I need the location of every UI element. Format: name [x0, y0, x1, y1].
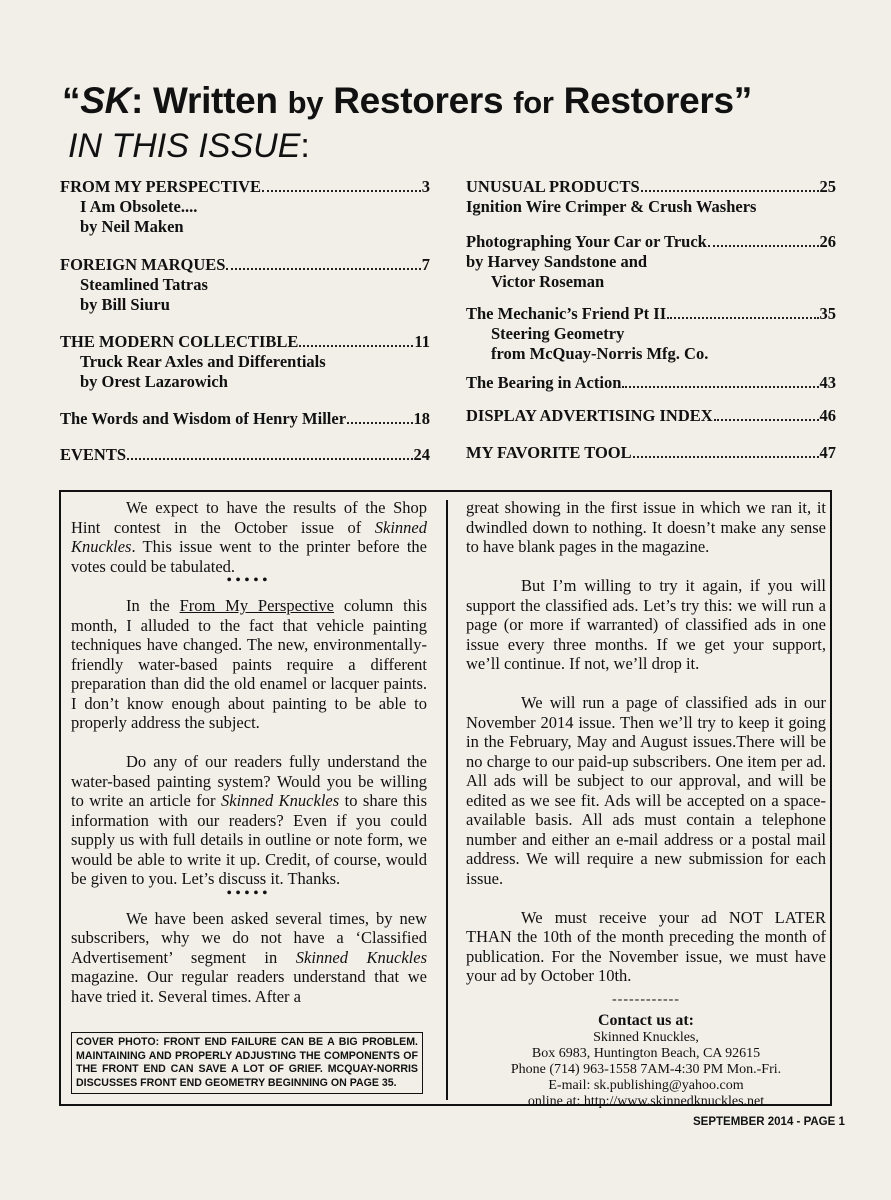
in-this-issue-heading [68, 127, 310, 166]
column-reference: From My Perspective [179, 596, 334, 615]
editorial-paragraph [71, 909, 427, 1007]
toc-page: 43 [819, 373, 836, 392]
toc-title: DISPLAY ADVERTISING INDEX [466, 406, 713, 425]
toc-page: 26 [819, 232, 836, 251]
toc-leader [127, 458, 412, 460]
toc-leader [641, 190, 819, 192]
dash-separator: ------------ [612, 992, 680, 1007]
toc-page: 25 [819, 177, 836, 196]
toc-subtitle: Ignition Wire Crimper & Crush Washers [466, 197, 757, 216]
paragraph-text: magazine. Our regular readers understand that we have tried it. Several times. After a [71, 967, 427, 1006]
bullet-separator: ••••• [226, 573, 272, 588]
editorial-paragraph [71, 596, 427, 733]
masthead-written: : Written [131, 80, 288, 121]
editorial-paragraph [71, 498, 427, 576]
toc-author: by Orest Lazarowich [80, 372, 228, 391]
paragraph-text: . This issue went to the printer before the votes could be tabulated. [71, 537, 427, 576]
toc-title: UNUSUAL PRODUCTS [466, 177, 640, 196]
paragraph-text: We expect to have the results of the Shop Hint contest in the October issue of [71, 498, 427, 537]
toc-title: The Bearing in Action [466, 373, 622, 392]
masthead-title [62, 80, 752, 122]
contact-heading: Contact us at: [598, 1012, 694, 1029]
toc-entry[interactable] [466, 232, 836, 292]
subhead-colon: : [300, 127, 310, 165]
toc-title: Photographing Your Car or Truck [466, 232, 707, 251]
paragraph-text: We have been asked several times, by new subscribers, why we do not have a ‘Classified Advertisement’ segment in [71, 908, 427, 967]
column-divider [446, 500, 448, 1100]
toc-entry[interactable] [466, 406, 836, 426]
toc-entry[interactable] [60, 255, 430, 315]
toc-entry[interactable] [60, 332, 430, 392]
toc-entry[interactable] [466, 304, 836, 364]
paragraph-text: Do any of our readers fully understand the water-based painting system? Would you be willing to write an article for [71, 752, 427, 810]
toc-title: THE MODERN COLLECTIBLE [60, 332, 299, 351]
contact-phone: Phone (714) 963-1558 7AM-4:30 PM Mon.-Fri. [510, 1062, 782, 1077]
toc-author: by Bill Siuru [80, 295, 170, 314]
toc-leader [262, 190, 421, 192]
toc-author: by Neil Maken [80, 217, 184, 236]
toc-title: EVENTS [60, 445, 127, 464]
toc-entry[interactable] [466, 373, 836, 393]
toc-leader [226, 268, 420, 270]
toc-leader [667, 317, 818, 319]
toc-title: FROM MY PERSPECTIVE [60, 177, 262, 196]
toc-page: 3 [421, 177, 430, 196]
editorial-paragraph: We will run a page of classified ads in our November 2014 issue. Then we’ll try to keep it going in the February, May and August issues.There will be no charge to our paid-up subscribers. One item per ad. All ads will be subject to our approval, and will be edited as we see fit. Ads will be accepted on a space-available basis. All ads must contain a telephone number and either an e-mail address or a postal mail address. We will require a new submission for each issue. [466, 693, 826, 888]
contact-block [466, 992, 826, 1110]
toc-page: 7 [421, 255, 430, 274]
toc-title: The Mechanic’s Friend Pt II [466, 304, 667, 323]
toc-title: The Words and Wisdom of Henry Miller [60, 409, 347, 428]
toc-leader [347, 422, 412, 424]
editorial-paragraph: But I’m willing to try it again, if you will support the classified ads. Let’s try this: we will run a page (or more if warranted) of classified ads in one issue every three months. If we get your support, we’ll continue. If not, we’ll drop it. [466, 576, 826, 673]
toc-subtitle: Steering Geometry [491, 324, 625, 343]
toc-title: FOREIGN MARQUES [60, 255, 226, 274]
masthead-restorers-end: Restorers” [553, 80, 752, 121]
toc-entry[interactable] [60, 409, 430, 429]
toc-entry[interactable] [60, 177, 430, 237]
editorial-right-column [466, 498, 826, 986]
masthead-quote: “ [62, 80, 81, 121]
contact-email[interactable]: E-mail: sk.publishing@yahoo.com [548, 1078, 744, 1093]
masthead-restorers: Restorers [323, 80, 514, 121]
contact-name: Skinned Knuckles, [593, 1030, 699, 1045]
paragraph-text: to share this information with our readers? Even if you could supply us with full details in outline or note form, we would be able to write it up. Credit, of course, would be given to you. Let’s discuss it. Thanks. [71, 791, 427, 888]
magazine-name: Skinned Knuckles [221, 791, 340, 810]
toc-entry[interactable] [466, 177, 836, 217]
contact-website[interactable]: online at: http://www.skinnedknuckles.net [527, 1094, 765, 1109]
toc-subtitle: I Am Obsolete.... [80, 197, 198, 216]
toc-leader [714, 419, 819, 421]
toc-entry[interactable] [466, 443, 836, 463]
masthead-by: by [287, 85, 324, 120]
masthead-for: for [513, 85, 554, 120]
masthead-sk: SK [80, 80, 132, 121]
editorial-paragraph: We must receive your ad NOT LATER THAN the 10th of the month preceding the month of publication. For the November issue, we must have your ad by October 10th. [466, 907, 826, 985]
paragraph-text: column this month, I alluded to the fact that vehicle painting techniques have changed. The new, environmentally-friendly water-based paints require a different preparation than did the old enamel or lacquer paints. I don’t know enough about painting to be able to properly address the subject. [71, 596, 427, 732]
toc-entry[interactable] [60, 445, 430, 465]
toc-page: 11 [414, 332, 430, 351]
toc-page: 35 [819, 304, 836, 323]
paragraph-text: In the [126, 596, 180, 615]
editorial-left-column [71, 498, 427, 1006]
toc-source: from McQuay-Norris Mfg. Co. [491, 344, 709, 363]
toc-author: by Harvey Sandstone and [466, 252, 648, 271]
toc-leader [299, 345, 413, 347]
toc-page: 18 [413, 409, 430, 428]
toc-page: 47 [819, 443, 836, 462]
toc-subtitle: Truck Rear Axles and Differentials [80, 352, 326, 371]
editorial-paragraph [71, 752, 427, 889]
toc-leader [633, 456, 819, 458]
magazine-name: Skinned Knuckles [71, 517, 427, 556]
editorial-paragraph: great showing in the first issue in which we ran it, it dwindled down to nothing. It doesn’t make any sense to have blank pages in the magazine. [466, 498, 826, 556]
cover-photo-caption: COVER PHOTO: FRONT END FAILURE CAN BE A BIG PROBLEM. MAINTAINING AND PROPERLY ADJUSTING THE COMPONENTS OF THE FRONT END CAN SAVE A LOT OF GRIEF. MCQUAY-NORRIS DISCUSSES FRONT END GEOMETRY BEGINNING ON PAGE 35. [71, 1032, 423, 1094]
contact-address: Box 6983, Huntington Beach, CA 92615 [531, 1046, 761, 1061]
toc-author-2: Victor Roseman [491, 272, 605, 291]
bullet-separator: ••••• [226, 885, 272, 901]
toc-leader [708, 245, 819, 247]
toc-leader [622, 386, 818, 388]
toc-subtitle: Steamlined Tatras [80, 275, 208, 294]
magazine-name: Skinned Knuckles [295, 947, 427, 967]
editorial-box [59, 490, 832, 1109]
toc-page: 24 [413, 445, 430, 464]
toc-page: 46 [819, 406, 836, 425]
toc-title: MY FAVORITE TOOL [466, 443, 632, 462]
page-footer: SEPTEMBER 2014 - PAGE 1 [693, 1116, 845, 1128]
subhead-text: IN THIS ISSUE [68, 127, 301, 165]
